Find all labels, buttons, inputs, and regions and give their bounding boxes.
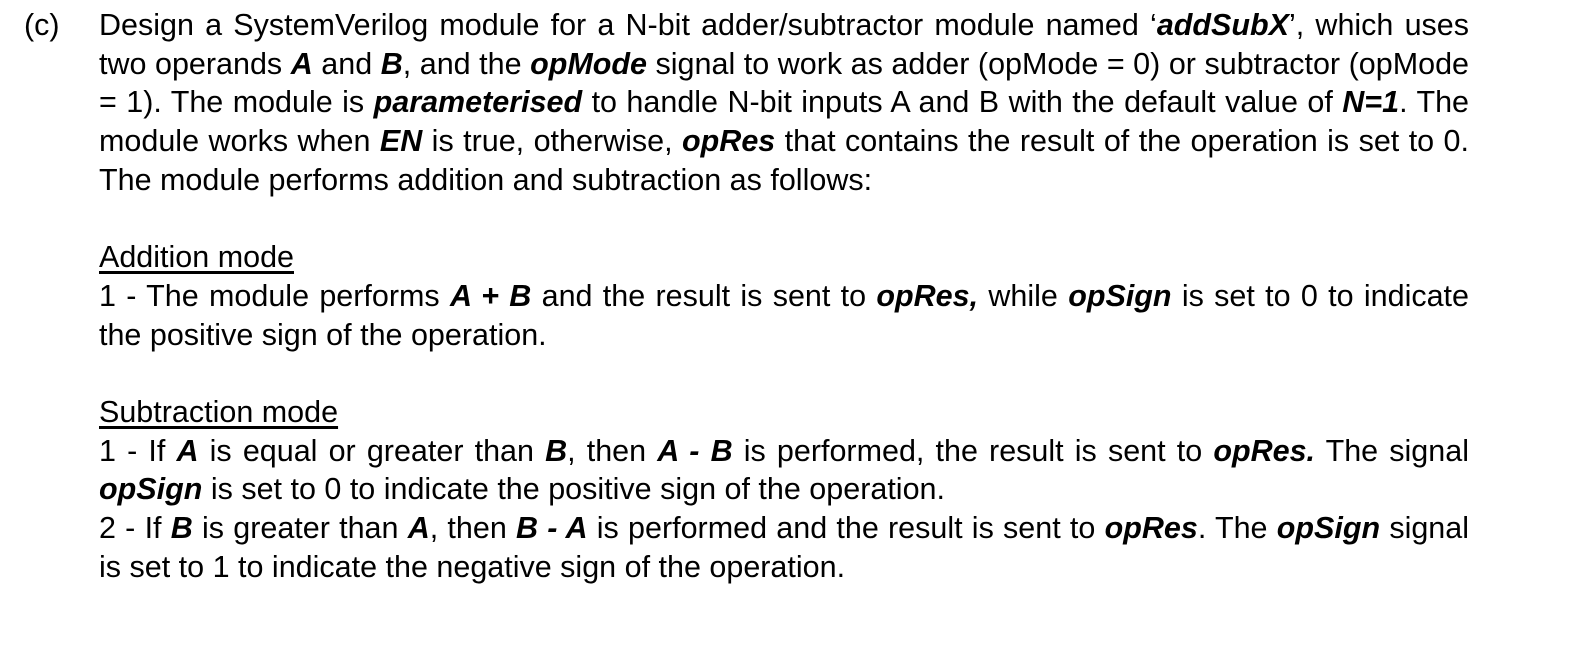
emphasis-term: opSign [1276, 511, 1381, 546]
emphasis-term: A - B [657, 433, 733, 468]
question-label: (c) [24, 8, 60, 42]
emphasis-term: B [545, 433, 568, 468]
emphasis-term: opSign [1068, 278, 1172, 313]
addition-item-1: 1 - The module performs A + B and the result is sent to opRes, while opSign is set to 0 to indicate the positive sign of the operation. [99, 278, 1469, 352]
emphasis-term: A + B [449, 278, 532, 313]
emphasis-term: opSign [99, 472, 203, 507]
emphasis-term: opMode [530, 46, 647, 81]
intro-paragraph: Design a SystemVerilog module for a N-bit adder/subtractor module named ‘addSubX’, which uses two operands A and B, and the opMode signal to work as adder (opMode = 0) or subtractor (opMode = 1). The module is parameterised to handle N-bit inputs A and B with the default value of N=1. The module works when EN is true, otherwise, opRes that contains the result of the operation is set to 0. The module performs addition and subtraction as follows: [99, 8, 1470, 197]
emphasis-term: parameterised [373, 85, 583, 120]
emphasis-term: B [170, 511, 193, 546]
emphasis-term: opRes. [1213, 433, 1315, 468]
emphasis-term: B [380, 46, 403, 81]
addition-mode-heading: Addition mode [99, 240, 294, 275]
subtraction-item-1: 1 - If A is equal or greater than B, then A - B is performed, the result is sent to opRes. The signal opSign is set to 0 to indicate the positive sign of the operation. [99, 433, 1469, 507]
emphasis-term: A [176, 433, 199, 468]
emphasis-term: opRes [1104, 511, 1198, 546]
subtraction-item-2: 2 - If B is greater than A, then B - A is performed and the result is sent to opRes. The opSign signal is set to 1 to indicate the negative sign of the operation. [99, 511, 1470, 584]
emphasis-term: opRes, [876, 278, 979, 313]
emphasis-term: N=1 [1342, 85, 1400, 120]
subtraction-mode-heading: Subtraction mode [99, 395, 339, 429]
emphasis-term: opRes [682, 124, 776, 159]
emphasis-term: A [407, 511, 430, 546]
emphasis-term: addSubX [1156, 8, 1289, 42]
emphasis-term: B - A [516, 511, 588, 546]
paragraph-gap [99, 200, 1469, 239]
emphasis-term: A [290, 46, 313, 81]
question-body [99, 6, 1469, 587]
emphasis-term: EN [379, 124, 423, 159]
paragraph-gap [99, 354, 1469, 393]
